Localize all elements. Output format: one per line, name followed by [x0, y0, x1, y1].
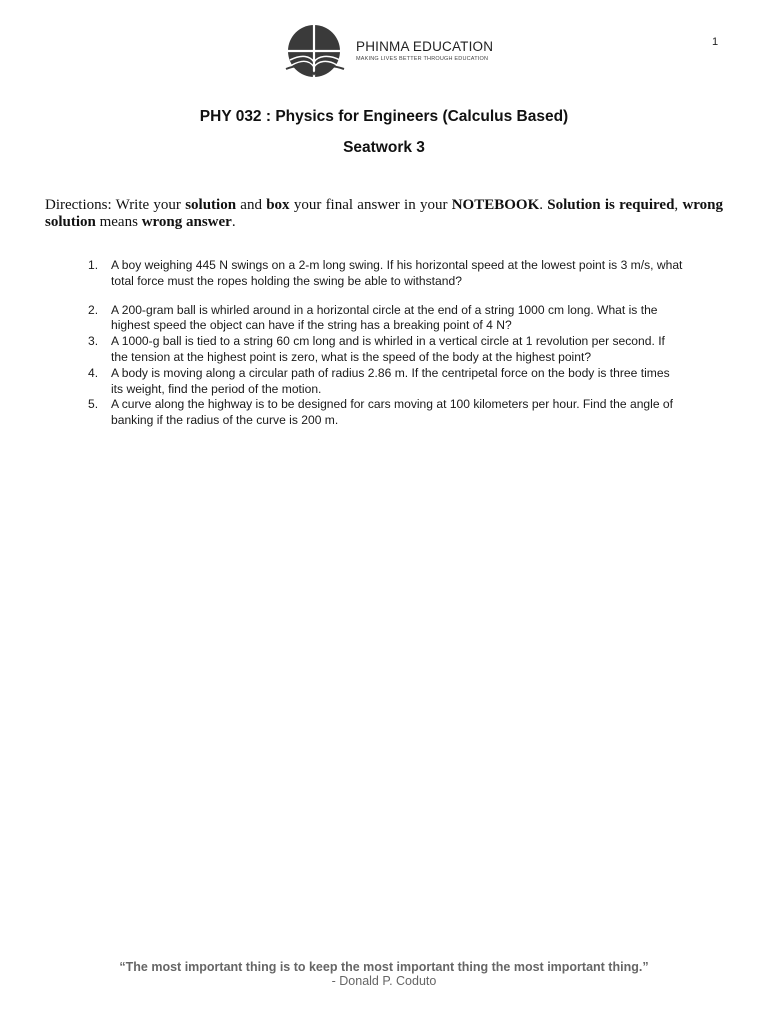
- question-list: [88, 258, 684, 429]
- directions-text: Directions: Write your: [45, 197, 186, 213]
- directions-text: means: [95, 214, 142, 230]
- directions-emphasis: Solution is required: [547, 197, 675, 213]
- question-text: A 1000-g ball is tied to a string 60 cm long and is whirled in a vertical circle at 1 revolution per second. If the tension at the highest point is zero, what is the speed of the body at the highest point?: [111, 334, 665, 364]
- directions-emphasis: solution: [185, 197, 237, 213]
- course-title: PHY 032 : Physics for Engineers (Calculus Based): [199, 108, 569, 125]
- question-number: 4.: [88, 365, 99, 380]
- question-text: A body is moving along a circular path of radius 2.86 m. If the centripetal force on the body is three times its weight, find the period of the motion.: [111, 365, 670, 396]
- question-item: [88, 366, 684, 398]
- directions-text: .: [231, 214, 236, 230]
- directions-emphasis: wrong answer: [141, 214, 232, 230]
- question-number: 5.: [88, 397, 99, 412]
- question-text: A curve along the highway is to be designed for cars moving at 100 kilometers per hour. Find the angle of banking if the radius of the curve is 200 m.: [111, 397, 674, 428]
- open-book-logo-icon: [284, 24, 348, 82]
- directions-text: .: [539, 197, 548, 213]
- footer-quote-author: - Donald P. Coduto: [331, 974, 437, 988]
- question-number: 3.: [88, 334, 99, 349]
- directions-emphasis: wrong solution: [45, 197, 723, 230]
- logo-tagline: MAKING LIVES BETTER THROUGH EDUCATION: [356, 56, 489, 62]
- question-number: 1.: [88, 258, 99, 272]
- directions-text: ,: [674, 197, 683, 213]
- directions-emphasis: box: [266, 197, 290, 213]
- footer-quote: “The most important thing is to keep the most important thing the most important thing.”: [119, 960, 649, 974]
- question-number: 2.: [88, 302, 99, 317]
- question-item: [88, 258, 684, 290]
- logo-name: PHINMA EDUCATION: [356, 39, 494, 54]
- question-item: [88, 334, 684, 366]
- question-text: A boy weighing 445 N swings on a 2-m long swing. If his horizontal speed at the lowest point is 3 m/s, what total force must the ropes holding the swing be able to withstand?: [111, 258, 683, 288]
- directions-text: and: [236, 197, 267, 213]
- directions-paragraph: [45, 197, 723, 231]
- page-number: 1: [712, 36, 719, 48]
- question-item: [88, 303, 684, 335]
- phinma-logo: [284, 24, 514, 82]
- question-text: A 200-gram ball is whirled around in a horizontal circle at the end of a string 1000 cm long. What is the highest speed the object can have if the string has a breaking point of 4 N?: [111, 302, 658, 333]
- question-item: [88, 397, 684, 429]
- seatwork-title: Seatwork 3: [343, 139, 425, 156]
- directions-emphasis: NOTEBOOK: [451, 197, 540, 213]
- directions-text: your final answer in your: [289, 197, 452, 213]
